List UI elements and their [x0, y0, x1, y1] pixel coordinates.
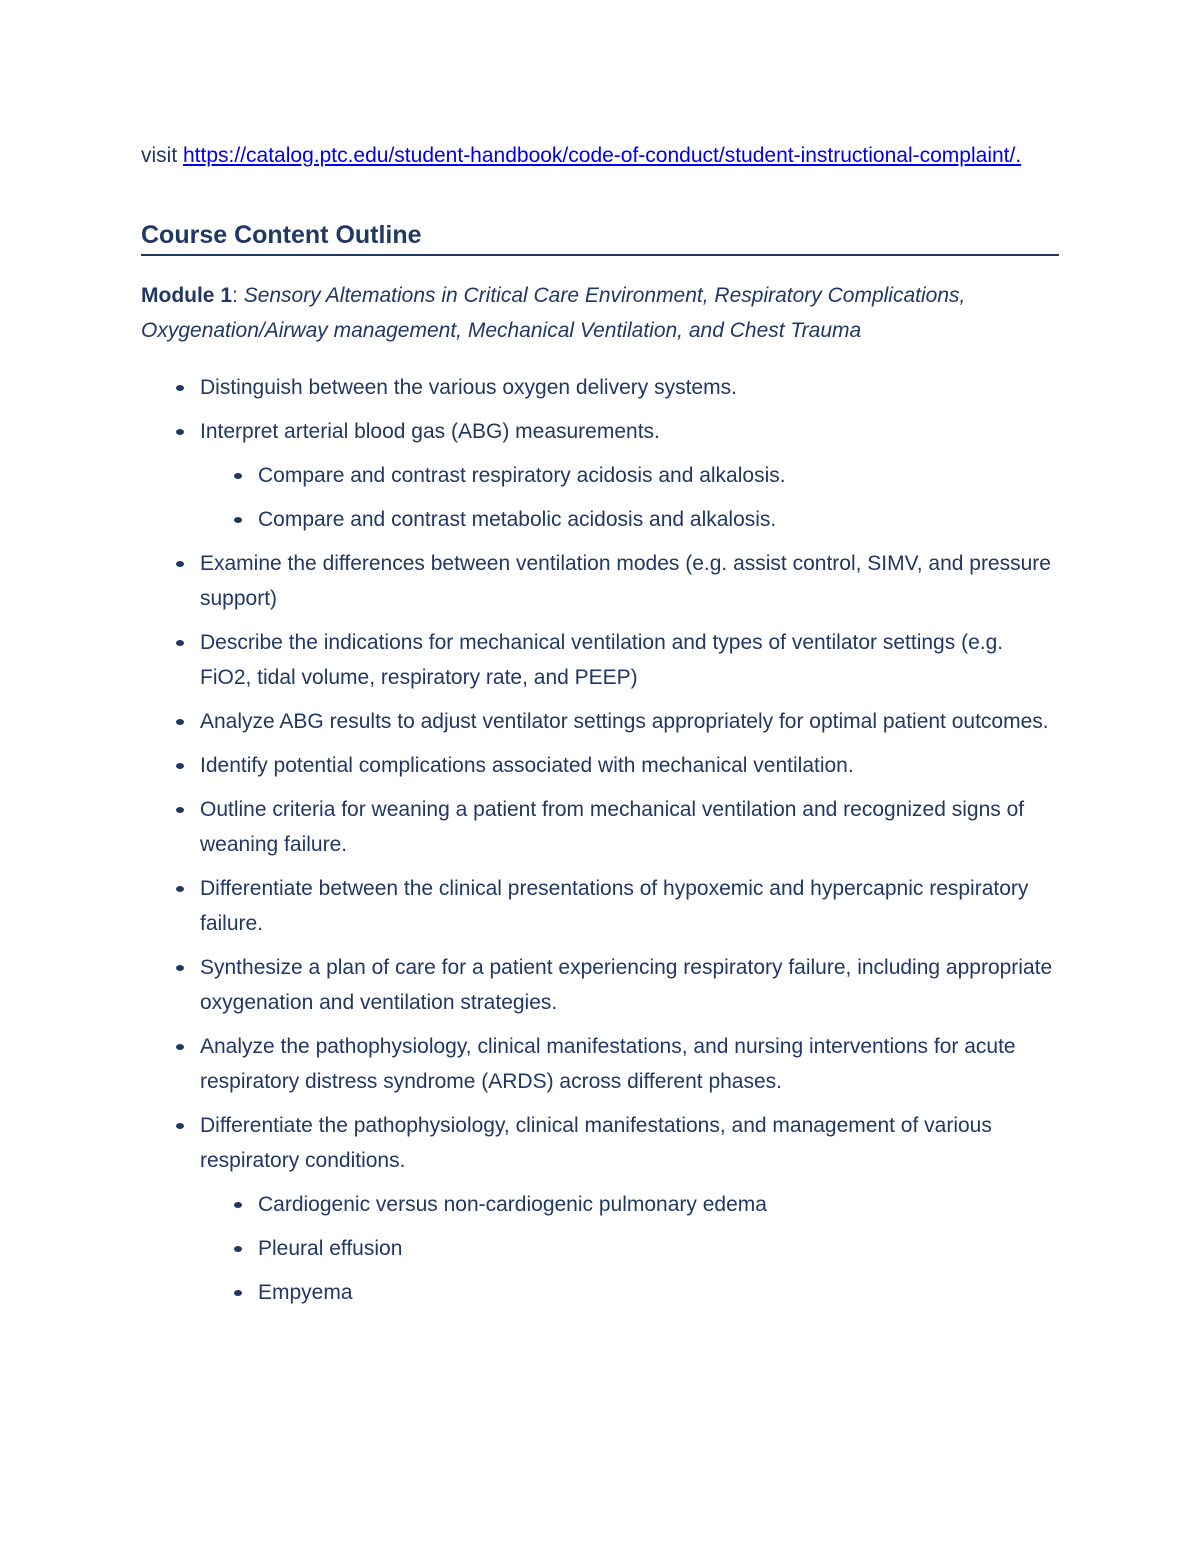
- document-page: [141, 138, 1059, 1319]
- list-item-text: Synthesize a plan of care for a patient experiencing respiratory failure, including appropriate oxygenation and ventilation strategies.: [200, 956, 1053, 1014]
- bullet-icon: [176, 886, 184, 892]
- list-item-text: Differentiate between the clinical presentations of hypoxemic and hypercapnic respiratory failure.: [200, 877, 1029, 935]
- list-item-text: Compare and contrast metabolic acidosis and alkalosis.: [258, 508, 777, 531]
- bullet-icon: [176, 1123, 184, 1129]
- list-item-text: Compare and contrast respiratory acidosis and alkalosis.: [258, 464, 786, 487]
- list-item-text: Outline criteria for weaning a patient from mechanical ventilation and recognized signs of weaning failure.: [200, 798, 1025, 856]
- bullet-icon: [234, 473, 242, 479]
- bullet-icon: [234, 517, 242, 523]
- list-item-text: Examine the differences between ventilation modes (e.g. assist control, SIMV, and pressure support): [200, 552, 1051, 610]
- list-item-text: Differentiate the pathophysiology, clinical manifestations, and management of various respiratory conditions.: [200, 1114, 992, 1172]
- list-item: [141, 1029, 1059, 1099]
- section-heading: Course Content Outline: [141, 221, 1059, 256]
- list-item-text: Cardiogenic versus non-cardiogenic pulmonary edema: [258, 1193, 767, 1216]
- list-item-text: Describe the indications for mechanical ventilation and types of ventilator settings (e.g. FiO2, tidal volume, respiratory rate, and PEEP): [200, 631, 1004, 689]
- sub-list-item: [200, 1275, 1059, 1310]
- bullet-icon: [176, 429, 184, 435]
- sub-list: [200, 458, 1059, 537]
- sub-list-item: [200, 1187, 1059, 1222]
- list-item-text: Pleural effusion: [258, 1237, 403, 1260]
- sub-list-item: [200, 502, 1059, 537]
- bullet-icon: [176, 763, 184, 769]
- module-label: Module 1: [141, 284, 233, 307]
- objectives-list: [141, 370, 1059, 1310]
- bullet-icon: [234, 1202, 242, 1208]
- bullet-icon: [176, 640, 184, 646]
- list-item: [141, 370, 1059, 405]
- module-title: Sensory Altemations in Critical Care Environment, Respiratory Complications, Oxygenation/Airway management, Mechanical Ventilation, and Chest Trauma: [141, 284, 966, 342]
- bullet-icon: [176, 719, 184, 725]
- module-heading: [141, 278, 1059, 348]
- sub-list: [200, 1187, 1059, 1310]
- bullet-icon: [176, 385, 184, 391]
- list-item: [141, 871, 1059, 941]
- list-item: [141, 546, 1059, 616]
- list-item: [141, 1108, 1059, 1310]
- intro-prefix: visit: [141, 144, 183, 167]
- list-item: [141, 792, 1059, 862]
- bullet-icon: [176, 807, 184, 813]
- list-item-text: Analyze ABG results to adjust ventilator settings appropriately for optimal patient outcomes.: [200, 710, 1049, 733]
- list-item: [141, 704, 1059, 739]
- sub-list-item: [200, 1231, 1059, 1266]
- bullet-icon: [176, 965, 184, 971]
- list-item-text: Interpret arterial blood gas (ABG) measurements.: [200, 420, 660, 443]
- list-item-text: Empyema: [258, 1281, 353, 1304]
- list-item-text: Identify potential complications associated with mechanical ventilation.: [200, 754, 854, 777]
- list-item-text: Distinguish between the various oxygen delivery systems.: [200, 376, 737, 399]
- list-item: [141, 414, 1059, 537]
- list-item: [141, 950, 1059, 1020]
- sub-list-item: [200, 458, 1059, 493]
- list-item-text: Analyze the pathophysiology, clinical manifestations, and nursing interventions for acute respiratory distress syndrome (ARDS) across different phases.: [200, 1035, 1016, 1093]
- bullet-icon: [234, 1246, 242, 1252]
- module-separator: :: [232, 284, 244, 307]
- bullet-icon: [176, 1044, 184, 1050]
- bullet-icon: [234, 1290, 242, 1296]
- list-item: [141, 748, 1059, 783]
- list-item: [141, 625, 1059, 695]
- intro-paragraph: [141, 138, 1059, 174]
- bullet-icon: [176, 561, 184, 567]
- complaint-link[interactable]: https://catalog.ptc.edu/student-handbook/code-of-conduct/student-instructional-complaint/.: [183, 144, 1022, 167]
